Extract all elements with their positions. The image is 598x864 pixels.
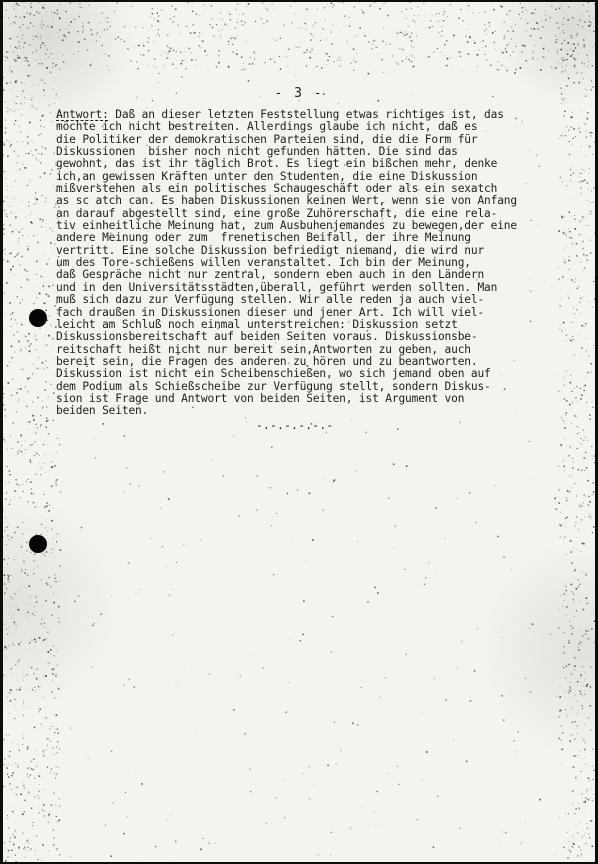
text-line: tiv einheitliche Meinung hat, zum Ausbuhenjemandes zu bewegen,der eine — [56, 219, 517, 233]
text-line: dem Podium als Schießscheibe zur Verfügung stellt, sondern Diskus- — [56, 379, 491, 393]
text-line: leicht am Schluß noch einmal unterstreichen: Diskussion setzt — [56, 317, 458, 331]
punch-hole-lower — [29, 535, 47, 553]
text-line: die Politiker der demokratischen Parteien sind, die die Form für — [56, 132, 478, 146]
text-line: as sc atch can. Es haben Diskussionen keinen Wert, wenn sie von Anfang — [56, 194, 517, 208]
text-line: muß sich dazu zur Verfügung stellen. Wir alle reden ja auch viel- — [56, 293, 485, 307]
text-line: gewohnt, das ist ihr täglich Brot. Es liegt ein bißchen mehr, denke — [56, 157, 498, 171]
text-line: Diskussion ist nicht ein Scheibenschießen, wo sich jemand oben auf — [56, 367, 491, 381]
text-line: mißverstehen als ein politisches Schaugeschäft oder als ein sexatch — [56, 182, 498, 196]
text-line: möchte ich nicht bestreiten. Allerdings glaube ich nicht, daß es — [56, 120, 478, 134]
text-line: daß Gespräche nicht nur zentral, sondern eben auch in den Ländern — [56, 268, 485, 282]
text-line-first-rest: Daß an dieser letzten Feststellung etwas richtiges ist, das — [108, 108, 504, 121]
text-line: reitschaft heißt nicht nur bereit sein,Antworten zu geben, auch — [56, 342, 471, 356]
text-line: an darauf abgestellt sind, eine große Zuhörerschaft, die eine rela- — [56, 206, 498, 220]
text-line: sion ist Frage und Antwort von beiden Seiten, ist Argument von — [56, 391, 465, 405]
text-line: Diskussionen bisher noch nicht gefunden hätten. Die sind das — [56, 145, 458, 159]
text-line: ich,an gewissen Kräften unter den Studenten, die eine Diskussion — [56, 169, 478, 183]
punch-hole-upper — [29, 309, 47, 327]
text-line: beiden Seiten. — [56, 404, 149, 418]
answer-text — [56, 109, 576, 418]
text-line: fach draußen in Diskussionen dieser und jener Art. Ich will viel- — [56, 305, 485, 319]
answer-label: Antwort: — [56, 108, 109, 121]
text-line: um des Tore-schießens willen veranstaltet. Ich bin der Meinung, — [56, 256, 471, 270]
text-line: vertritt. Eine solche Diskussion befriedigt niemand, die wird nur — [56, 243, 485, 257]
end-separator: -.-.-.-.-.- — [256, 419, 334, 432]
text-line: und in den Universitätsstädten,überall, geführt werden sollten. Man — [56, 280, 498, 294]
text-line: Diskussionsbereitschaft auf beiden Seiten voraus. Diskussionsbe- — [56, 330, 478, 344]
text-line: bereit sein, die Fragen des anderen zu hören und zu beantworten. — [56, 354, 478, 368]
text-line: andere Meinung oder zum frenetischen Beifall, der ihre Meinung — [56, 231, 471, 245]
page-number: - 3 - — [274, 86, 324, 101]
